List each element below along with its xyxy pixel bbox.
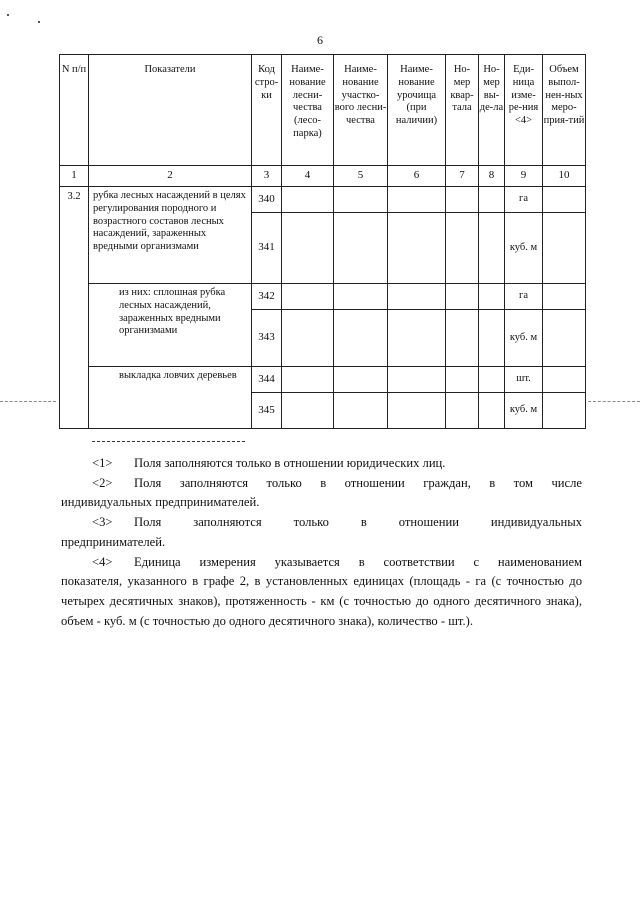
column-number: 9	[505, 166, 543, 187]
indicator-label: рубка лесных насаждений в целях регулирования породного и возрастного составов лесных насаждений, зараженных вредными организмами	[89, 187, 252, 284]
footnote-mark: <3>	[92, 515, 113, 530]
column-number: 4	[282, 166, 334, 187]
scan-fold-line-left	[0, 401, 56, 402]
header-indicators: Показатели	[89, 55, 252, 166]
row-code: 340	[252, 187, 282, 213]
header-tract: Наиме-нование урочища (при наличии)	[388, 55, 446, 166]
column-number: 3	[252, 166, 282, 187]
header-code: Код стро-ки	[252, 55, 282, 166]
column-number-row	[60, 166, 586, 187]
table-row	[60, 284, 586, 310]
row-number: 3.2	[60, 187, 89, 429]
column-number: 1	[60, 166, 89, 187]
unit-cell: га	[505, 284, 543, 310]
header-volume: Объем выпол-нен-ных меро-прия-тий	[543, 55, 586, 166]
unit-cell: куб. м	[505, 213, 543, 284]
column-number: 5	[334, 166, 388, 187]
scan-speck	[38, 21, 40, 23]
footnote-3	[92, 513, 582, 533]
column-number: 10	[543, 166, 586, 187]
unit-cell: куб. м	[505, 310, 543, 367]
indicator-label: выкладка ловчих деревьев	[89, 367, 252, 429]
column-number: 2	[89, 166, 252, 187]
report-table	[59, 54, 586, 429]
row-code: 344	[252, 367, 282, 393]
footnote-text: Единица измерения указывается в соответствии с наименованием	[134, 554, 582, 569]
indicator-label: из них: сплошная рубка лесных насаждений, зараженных вредными организмами	[89, 284, 252, 367]
row-code: 342	[252, 284, 282, 310]
footnote-mark: <4>	[92, 554, 113, 569]
scan-fold-line-right	[588, 401, 640, 402]
footnote-4	[92, 553, 582, 573]
footnote-text: Поля заполняются только в отношении юридических лиц.	[134, 456, 446, 470]
page-number: 6	[317, 33, 323, 47]
footnote-separator	[92, 441, 245, 442]
footnote-text: Поля заполняются только в отношении граждан, в том числе	[134, 475, 582, 490]
footnote-2	[92, 474, 582, 494]
scan-speck	[7, 14, 9, 16]
column-number: 8	[479, 166, 505, 187]
header-row	[60, 55, 586, 166]
table-row	[60, 367, 586, 393]
unit-cell: куб. м	[505, 393, 543, 429]
footnote-mark: <2>	[92, 475, 113, 490]
footnotes	[61, 441, 582, 631]
footnote-4-continuation: показателя, указанного в графе 2, в установленных единицах (площадь - га (с точностью до четырех десятичных знаков), протяженность - км (с точностью до одного десятичного знака), объем - куб. м (с точностью до одного десятичного знака), количество - шт.).	[61, 574, 582, 628]
table-row	[60, 187, 586, 213]
header-quarter: Но-мер квар-тала	[446, 55, 479, 166]
footnote-text: Поля заполняются только в отношении индивидуальных	[134, 515, 582, 530]
header-num: N п/п	[60, 55, 89, 166]
footnote-2-continuation: индивидуальных предпринимателей.	[61, 495, 260, 510]
unit-cell: шт.	[505, 367, 543, 393]
row-code: 345	[252, 393, 282, 429]
header-district-forestry: Наиме-нование участко-вого лесни-чества	[334, 55, 388, 166]
column-number: 7	[446, 166, 479, 187]
column-number: 6	[388, 166, 446, 187]
footnote-1	[92, 454, 582, 474]
row-code: 343	[252, 310, 282, 367]
header-unit: Еди-ница изме-ре-ния <4>	[505, 55, 543, 166]
header-forestry: Наиме-нование лесни-чества (лесо-парка)	[282, 55, 334, 166]
unit-cell: га	[505, 187, 543, 213]
header-allotment: Но-мер вы-де-ла	[479, 55, 505, 166]
footnote-3-continuation: предпринимателей.	[61, 534, 166, 549]
footnote-mark: <1>	[92, 456, 113, 470]
row-code: 341	[252, 213, 282, 284]
